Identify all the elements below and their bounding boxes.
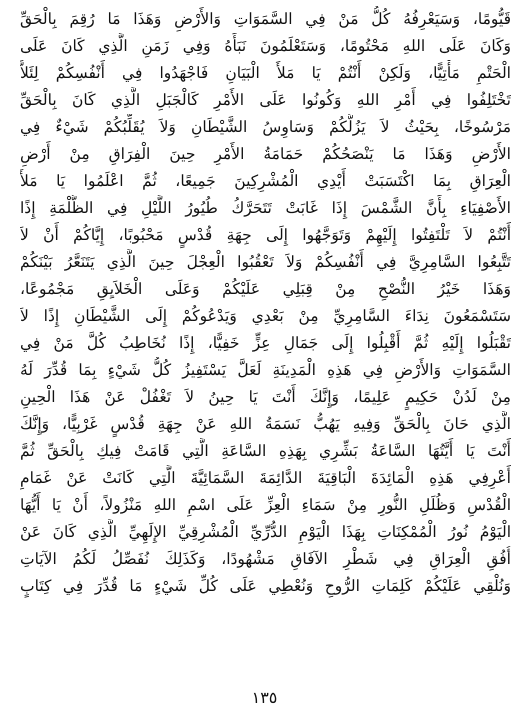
text-line: وَكَانَ عَلَى اللهِ مَحْتُومًا، وَسَتَعْلَمُونَ نَبَأَهُ وَفِي زَمَنِ الَّذِي كَانَ عَلَى xyxy=(20,37,511,55)
text-line: الأَصْفِيَاءِ بِأَنَّ الشَّمْسَ إِذَا غَابَتْ تَتَحَرَّكُ طُيُورُ اللَّيْلِ فِي الظُّلْمَةِ إِذًا xyxy=(20,199,511,217)
text-line: السَّمَوَاتِ وَالأَرْضِ فِي هَذِهِ الْمَدِينَةِ لَعَلَّ يَسْتَفِيزُ كُلُّ شَيْءٍ بِمَا قُدِّرَ لَهُ xyxy=(20,361,511,379)
text-line: مِنْ لَدُنْ حَكِيمٍ عَلِيمًا، وَإِنَّكَ أَنْتَ يَا حِينُ لاَ تَغْفُلْ عَنْ هَذَا الْحِينِ xyxy=(20,388,511,406)
page-number: ١٣٥ xyxy=(251,688,278,707)
text-line: أَعْرِفِي هَذِهِ الْمَائِدَةَ الْبَاقِيَةَ الدَّائِمَةَ السَّمَائِيَّةَ الَّتِي كَانَتْ عَنْ غَمَامِ xyxy=(20,469,511,487)
text-line: الأَرْضِ وَهَذَا مَا يَنْصَحُكُمْ حَمَامَةُ الأَمْرِ حِينَ الْفِرَاقِ مِنْ أَرْضِ xyxy=(20,145,511,163)
text-line: وَنُلْقِي عَلَيْكُمْ كَلِمَاتِ الرُّوحِ وَنُعْطِي عَلَى كُلِّ شَيْءٍ مَا قُدِّرَ فِي كِتَابٍ xyxy=(20,577,511,595)
text-line: سَتَسْمَعُونَ نِدَاءَ السَّامِرِيِّ مِنْ بَعْدِي وَيَدْعُوكُمْ إِلَى الشَّيْطَانِ إِذًا لاَ xyxy=(20,307,511,325)
text-line: تَخْتَلِفُوا فِي أَمْرِ اللهِ وَكُونُوا عَلَى الأَمْرِ كَالْجَبَلِ الَّذِي كَانَ بِالْحَقِّ xyxy=(20,91,511,109)
text-line: الْحَتْمِ مَأْتِيًّا، وَلَكِنْ أَنْتُمْ يَا مَلأَ الْبَيَانِ فَاجْهَدُوا فِي أَنْفُسِكُمْ لِئَلاَّ xyxy=(20,64,511,82)
text-line: مَرْسُوخًا، بِحَيْثُ لاَ يَزُلُّكُمْ وَسَاوِسُ الشَّيْطَانِ وَلاَ يُقَلِّبُكُمْ شَيْءٌ فِي xyxy=(20,118,511,136)
text-line: الْعِرَاقِ بِمَا اكْتَسَبَتْ أَيْدِي الْمُشْرِكِينَ جَمِيعًا، ثُمَّ اعْلَمُوا يَا مَلأَ xyxy=(20,172,511,190)
text-line: تَتَّبِعُوا السَّامِرِيَّ فِي أَنْفُسِكُمْ وَلاَ تَعْقُبُوا الْعِجْلَ حِينَ الَّذِي يَتَنَعَّرُ بَيْنَكُمْ xyxy=(20,253,511,271)
text-line: الَّذِي حَانَ بِالْحَقِّ وَفِيهِ يَهُبُّ نَسَمَةُ اللهِ عَنْ جِهَةِ قُدْسٍ غَرْبِيًّا، وَإِنَّكَ xyxy=(20,415,511,433)
text-line: تَقْبَلُوا إِلَيْهِ ثُمَّ أَقْبِلُوا إِلَى جَمَالِ عِزٍّ خَفِيًّا، إِذًا نُخَاطِبُ كُلَّ مَنْ فِي xyxy=(20,334,511,352)
text-line: الْقُدْسِ وَظُلَلِ النُّورِ مِنْ سَمَاءِ الْعِزِّ عَلَى اسْمِ اللهِ مَنْزُولاً، أَنْ يَا أَيُّهَا xyxy=(20,496,511,514)
text-line: الْيَوْمُ نُورُ الْمُمْكِنَاتِ بِهَذَا الْيَوْمِ الدُّرِّيِّ الْمُشْرِقِيِّ الإِلَهِيِّ الَّذِي كَانَ عَنْ xyxy=(20,523,511,541)
text-line: أَنْتُمْ لاَ تَلْتَفِتُوا إِلَيْهِمْ وَتَوَجَّهُوا إِلَى جِهَةِ قُدْسٍ مَحْبُوبًا، إِيَّاكُمْ أَنْ لاَ xyxy=(20,226,511,244)
body-text xyxy=(20,6,511,600)
text-line: أَنْتَ يَا أَيَّتُهَا السَّاعَةُ بَشِّرِي بِهَذِهِ السَّاعَةِ الَّتِي قَامَتْ فِيكِ بِالْحَقِّ ثُمَّ xyxy=(20,442,511,460)
text-line: أُفُقِ الْعِرَاقِ فِي شَطْرِ الآفَاقِ مَشْهُودًا، وَكَذَلِكَ نُفَصِّلُ لَكُمُ الآيَاتِ xyxy=(20,550,511,568)
text-line: قَيُّومًا، وَسَيَعْرِفُهُ كُلُّ مَنْ فِي السَّمَوَاتِ وَالأَرْضِ وَهَذَا مَا رُقِمَ بِالْحَقِّ xyxy=(20,10,511,28)
text-line: وَهَذَا خَيْرُ النُّصْحِ مِنْ قِبَلِي عَلَيْكُمْ وَعَلَى الْخَلاَيِقِ مَجْمُوعًا، xyxy=(20,280,511,298)
